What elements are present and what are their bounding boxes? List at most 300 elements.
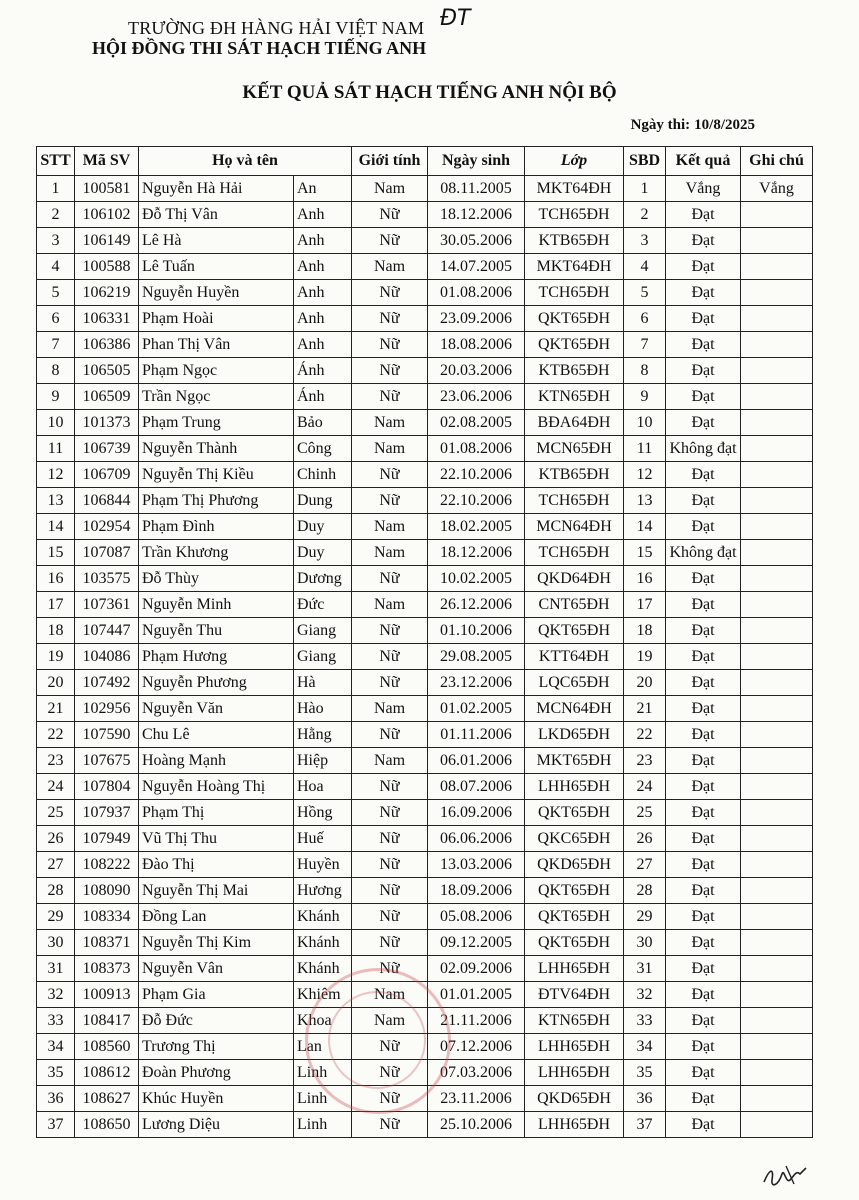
cell-gioi-tinh: Nam xyxy=(352,592,428,618)
cell-gioi-tinh: Nam xyxy=(352,1008,428,1034)
cell-ten: Anh xyxy=(294,202,352,228)
col-ho-ten: Họ và tên xyxy=(139,147,352,176)
school-name: TRƯỜNG ĐH HÀNG HẢI VIỆT NAM xyxy=(128,18,425,38)
cell-gioi-tinh: Nữ xyxy=(352,852,428,878)
cell-ma-sv: 102956 xyxy=(75,696,139,722)
cell-ket-qua: Đạt xyxy=(666,1112,741,1138)
cell-ngay-sinh: 01.08.2006 xyxy=(428,280,525,306)
cell-lop: QKT65ĐH xyxy=(525,878,624,904)
cell-ten: Ánh xyxy=(294,358,352,384)
cell-gioi-tinh: Nữ xyxy=(352,358,428,384)
cell-stt: 16 xyxy=(37,566,75,592)
cell-ngay-sinh: 23.12.2006 xyxy=(428,670,525,696)
cell-ho-dem: Phạm Đình xyxy=(139,514,294,540)
cell-ten: Hào xyxy=(294,696,352,722)
cell-stt: 15 xyxy=(37,540,75,566)
cell-ghi-chu xyxy=(741,826,813,852)
cell-ngay-sinh: 01.08.2006 xyxy=(428,436,525,462)
cell-ghi-chu xyxy=(741,644,813,670)
cell-lop: QKD65ĐH xyxy=(525,852,624,878)
col-ngay-sinh: Ngày sinh xyxy=(428,147,525,176)
col-gioi-tinh: Giới tính xyxy=(352,147,428,176)
cell-ten: Linh xyxy=(294,1112,352,1138)
cell-ten: Anh xyxy=(294,254,352,280)
cell-sbd: 35 xyxy=(624,1060,666,1086)
cell-ten: Linh xyxy=(294,1060,352,1086)
cell-ghi-chu xyxy=(741,488,813,514)
cell-ma-sv: 106219 xyxy=(75,280,139,306)
cell-gioi-tinh: Nữ xyxy=(352,1112,428,1138)
cell-sbd: 27 xyxy=(624,852,666,878)
cell-stt: 6 xyxy=(37,306,75,332)
cell-ma-sv: 106331 xyxy=(75,306,139,332)
table-row xyxy=(37,566,813,592)
cell-ngay-sinh: 23.06.2006 xyxy=(428,384,525,410)
cell-ket-qua: Đạt xyxy=(666,826,741,852)
col-lop: Lớp xyxy=(525,147,624,176)
cell-ghi-chu xyxy=(741,540,813,566)
cell-gioi-tinh: Nữ xyxy=(352,566,428,592)
cell-ma-sv: 107949 xyxy=(75,826,139,852)
cell-ket-qua: Đạt xyxy=(666,1008,741,1034)
cell-gioi-tinh: Nữ xyxy=(352,618,428,644)
cell-ten: Anh xyxy=(294,306,352,332)
cell-gioi-tinh: Nữ xyxy=(352,826,428,852)
cell-sbd: 24 xyxy=(624,774,666,800)
cell-ten: An xyxy=(294,176,352,202)
cell-ket-qua: Đạt xyxy=(666,384,741,410)
cell-lop: CNT65ĐH xyxy=(525,592,624,618)
cell-ngay-sinh: 26.12.2006 xyxy=(428,592,525,618)
cell-ghi-chu xyxy=(741,930,813,956)
cell-ten: Chinh xyxy=(294,462,352,488)
cell-ghi-chu xyxy=(741,670,813,696)
cell-ket-qua: Đạt xyxy=(666,332,741,358)
cell-ghi-chu xyxy=(741,410,813,436)
exam-date-value: 10/8/2025 xyxy=(694,117,755,133)
cell-stt: 26 xyxy=(37,826,75,852)
cell-stt: 35 xyxy=(37,1060,75,1086)
cell-sbd: 25 xyxy=(624,800,666,826)
cell-ho-dem: Đỗ Thùy xyxy=(139,566,294,592)
cell-ket-qua: Đạt xyxy=(666,592,741,618)
cell-ten: Anh xyxy=(294,228,352,254)
cell-ghi-chu xyxy=(741,514,813,540)
cell-ten: Khánh xyxy=(294,956,352,982)
col-ghi-chu: Ghi chú xyxy=(741,147,813,176)
cell-gioi-tinh: Nữ xyxy=(352,332,428,358)
table-row xyxy=(37,644,813,670)
cell-ma-sv: 106844 xyxy=(75,488,139,514)
table-row xyxy=(37,280,813,306)
cell-sbd: 28 xyxy=(624,878,666,904)
cell-ho-dem: Nguyễn Văn xyxy=(139,696,294,722)
cell-ho-dem: Khúc Huyền xyxy=(139,1086,294,1112)
table-row xyxy=(37,852,813,878)
cell-ma-sv: 106149 xyxy=(75,228,139,254)
cell-gioi-tinh: Nữ xyxy=(352,930,428,956)
cell-ho-dem: Nguyễn Thu xyxy=(139,618,294,644)
cell-lop: MKT65ĐH xyxy=(525,748,624,774)
cell-gioi-tinh: Nam xyxy=(352,410,428,436)
cell-ma-sv: 106505 xyxy=(75,358,139,384)
cell-gioi-tinh: Nữ xyxy=(352,384,428,410)
cell-ket-qua: Đạt xyxy=(666,358,741,384)
handwritten-mark: ĐT xyxy=(440,6,471,31)
cell-stt: 1 xyxy=(37,176,75,202)
cell-ten: Lan xyxy=(294,1034,352,1060)
cell-ma-sv: 107087 xyxy=(75,540,139,566)
cell-ho-dem: Nguyễn Phương xyxy=(139,670,294,696)
cell-ngay-sinh: 23.09.2006 xyxy=(428,306,525,332)
cell-ket-qua: Đạt xyxy=(666,852,741,878)
cell-ma-sv: 108627 xyxy=(75,1086,139,1112)
cell-stt: 28 xyxy=(37,878,75,904)
table-row xyxy=(37,228,813,254)
cell-ngay-sinh: 20.03.2006 xyxy=(428,358,525,384)
cell-ket-qua: Đạt xyxy=(666,514,741,540)
col-sbd: SBD xyxy=(624,147,666,176)
table-row xyxy=(37,930,813,956)
cell-ngay-sinh: 01.11.2006 xyxy=(428,722,525,748)
col-ma-sv: Mã SV xyxy=(75,147,139,176)
cell-ten: Khiêm xyxy=(294,982,352,1008)
cell-ho-dem: Nguyễn Thị Kim xyxy=(139,930,294,956)
cell-ghi-chu xyxy=(741,202,813,228)
cell-gioi-tinh: Nam xyxy=(352,514,428,540)
cell-sbd: 36 xyxy=(624,1086,666,1112)
cell-gioi-tinh: Nữ xyxy=(352,1034,428,1060)
cell-ngay-sinh: 18.02.2005 xyxy=(428,514,525,540)
cell-gioi-tinh: Nam xyxy=(352,254,428,280)
cell-ngay-sinh: 07.03.2006 xyxy=(428,1060,525,1086)
cell-ho-dem: Nguyễn Huyền xyxy=(139,280,294,306)
cell-ho-dem: Phạm Trung xyxy=(139,410,294,436)
cell-ma-sv: 106102 xyxy=(75,202,139,228)
cell-ma-sv: 103575 xyxy=(75,566,139,592)
cell-ten: Dương xyxy=(294,566,352,592)
cell-ket-qua: Đạt xyxy=(666,878,741,904)
cell-sbd: 2 xyxy=(624,202,666,228)
cell-ghi-chu xyxy=(741,1060,813,1086)
cell-gioi-tinh: Nữ xyxy=(352,644,428,670)
exam-date xyxy=(631,117,755,134)
cell-stt: 7 xyxy=(37,332,75,358)
cell-ket-qua: Đạt xyxy=(666,930,741,956)
cell-lop: LHH65ĐH xyxy=(525,1112,624,1138)
cell-ho-dem: Hoàng Mạnh xyxy=(139,748,294,774)
cell-stt: 10 xyxy=(37,410,75,436)
col-stt: STT xyxy=(37,147,75,176)
cell-ho-dem: Nguyễn Thị Kiều xyxy=(139,462,294,488)
cell-ma-sv: 107447 xyxy=(75,618,139,644)
cell-sbd: 29 xyxy=(624,904,666,930)
cell-stt: 30 xyxy=(37,930,75,956)
cell-ho-dem: Phan Thị Vân xyxy=(139,332,294,358)
handwritten-signature xyxy=(760,1160,810,1192)
cell-ma-sv: 107492 xyxy=(75,670,139,696)
cell-lop: ĐTV64ĐH xyxy=(525,982,624,1008)
cell-gioi-tinh: Nữ xyxy=(352,774,428,800)
cell-ho-dem: Vũ Thị Thu xyxy=(139,826,294,852)
cell-ten: Giang xyxy=(294,644,352,670)
cell-stt: 27 xyxy=(37,852,75,878)
cell-ma-sv: 107675 xyxy=(75,748,139,774)
cell-lop: MKT64ĐH xyxy=(525,254,624,280)
cell-ten: Công xyxy=(294,436,352,462)
cell-lop: KTB65ĐH xyxy=(525,462,624,488)
cell-gioi-tinh: Nữ xyxy=(352,306,428,332)
cell-ho-dem: Nguyễn Vân xyxy=(139,956,294,982)
cell-ngay-sinh: 23.11.2006 xyxy=(428,1086,525,1112)
cell-sbd: 17 xyxy=(624,592,666,618)
cell-ket-qua: Đạt xyxy=(666,774,741,800)
cell-ghi-chu xyxy=(741,904,813,930)
table-row xyxy=(37,696,813,722)
cell-ngay-sinh: 21.11.2006 xyxy=(428,1008,525,1034)
cell-lop: QKT65ĐH xyxy=(525,306,624,332)
cell-gioi-tinh: Nam xyxy=(352,436,428,462)
cell-ten: Huyền xyxy=(294,852,352,878)
cell-ngay-sinh: 01.10.2006 xyxy=(428,618,525,644)
cell-lop: MKT64ĐH xyxy=(525,176,624,202)
cell-gioi-tinh: Nữ xyxy=(352,956,428,982)
cell-ten: Giang xyxy=(294,618,352,644)
cell-ghi-chu xyxy=(741,1008,813,1034)
table-row xyxy=(37,358,813,384)
cell-ket-qua: Không đạt xyxy=(666,436,741,462)
cell-sbd: 14 xyxy=(624,514,666,540)
cell-ket-qua: Đạt xyxy=(666,254,741,280)
cell-gioi-tinh: Nữ xyxy=(352,462,428,488)
cell-stt: 23 xyxy=(37,748,75,774)
cell-ket-qua: Vắng xyxy=(666,176,741,202)
cell-ten: Khánh xyxy=(294,930,352,956)
cell-ket-qua: Đạt xyxy=(666,800,741,826)
cell-ho-dem: Trương Thị xyxy=(139,1034,294,1060)
cell-gioi-tinh: Nữ xyxy=(352,670,428,696)
cell-ngay-sinh: 29.08.2005 xyxy=(428,644,525,670)
cell-ten: Dung xyxy=(294,488,352,514)
cell-sbd: 23 xyxy=(624,748,666,774)
table-row xyxy=(37,618,813,644)
cell-ngay-sinh: 18.09.2006 xyxy=(428,878,525,904)
table-row xyxy=(37,878,813,904)
cell-ghi-chu xyxy=(741,748,813,774)
cell-stt: 24 xyxy=(37,774,75,800)
cell-ket-qua: Đạt xyxy=(666,410,741,436)
cell-lop: QKT65ĐH xyxy=(525,618,624,644)
cell-ngay-sinh: 25.10.2006 xyxy=(428,1112,525,1138)
cell-lop: TCH65ĐH xyxy=(525,202,624,228)
cell-gioi-tinh: Nam xyxy=(352,176,428,202)
table-row xyxy=(37,514,813,540)
cell-ma-sv: 108650 xyxy=(75,1112,139,1138)
cell-sbd: 9 xyxy=(624,384,666,410)
cell-sbd: 15 xyxy=(624,540,666,566)
cell-ghi-chu xyxy=(741,696,813,722)
cell-ho-dem: Lê Tuấn xyxy=(139,254,294,280)
cell-ghi-chu xyxy=(741,384,813,410)
cell-lop: LHH65ĐH xyxy=(525,1034,624,1060)
cell-ma-sv: 101373 xyxy=(75,410,139,436)
table-row xyxy=(37,722,813,748)
header-row xyxy=(37,147,813,176)
cell-ten: Ánh xyxy=(294,384,352,410)
table-row xyxy=(37,254,813,280)
table-row xyxy=(37,410,813,436)
cell-lop: KTT64ĐH xyxy=(525,644,624,670)
cell-ten: Hà xyxy=(294,670,352,696)
cell-ngay-sinh: 10.02.2005 xyxy=(428,566,525,592)
cell-sbd: 20 xyxy=(624,670,666,696)
table-row xyxy=(37,462,813,488)
cell-sbd: 34 xyxy=(624,1034,666,1060)
cell-gioi-tinh: Nam xyxy=(352,748,428,774)
cell-gioi-tinh: Nữ xyxy=(352,1060,428,1086)
cell-sbd: 8 xyxy=(624,358,666,384)
cell-sbd: 21 xyxy=(624,696,666,722)
cell-ten: Khoa xyxy=(294,1008,352,1034)
cell-stt: 9 xyxy=(37,384,75,410)
cell-lop: TCH65ĐH xyxy=(525,280,624,306)
cell-sbd: 11 xyxy=(624,436,666,462)
cell-ghi-chu xyxy=(741,228,813,254)
cell-ghi-chu xyxy=(741,852,813,878)
cell-stt: 22 xyxy=(37,722,75,748)
cell-stt: 2 xyxy=(37,202,75,228)
cell-ho-dem: Trần Ngọc xyxy=(139,384,294,410)
cell-ngay-sinh: 08.07.2006 xyxy=(428,774,525,800)
cell-gioi-tinh: Nam xyxy=(352,696,428,722)
cell-stt: 21 xyxy=(37,696,75,722)
cell-ghi-chu xyxy=(741,280,813,306)
cell-stt: 3 xyxy=(37,228,75,254)
cell-sbd: 31 xyxy=(624,956,666,982)
cell-lop: QKT65ĐH xyxy=(525,930,624,956)
table-row xyxy=(37,1112,813,1138)
cell-ghi-chu xyxy=(741,774,813,800)
cell-ket-qua: Đạt xyxy=(666,618,741,644)
table-row xyxy=(37,748,813,774)
cell-ghi-chu xyxy=(741,878,813,904)
cell-ghi-chu xyxy=(741,306,813,332)
cell-ngay-sinh: 02.09.2006 xyxy=(428,956,525,982)
cell-ho-dem: Phạm Thị Phương xyxy=(139,488,294,514)
cell-ten: Hằng xyxy=(294,722,352,748)
cell-ten: Bảo xyxy=(294,410,352,436)
cell-ngay-sinh: 06.01.2006 xyxy=(428,748,525,774)
cell-ngay-sinh: 22.10.2006 xyxy=(428,488,525,514)
cell-ten: Linh xyxy=(294,1086,352,1112)
cell-lop: LKD65ĐH xyxy=(525,722,624,748)
cell-ket-qua: Đạt xyxy=(666,904,741,930)
cell-ho-dem: Phạm Hoài xyxy=(139,306,294,332)
cell-lop: KTN65ĐH xyxy=(525,384,624,410)
cell-sbd: 3 xyxy=(624,228,666,254)
cell-ket-qua: Đạt xyxy=(666,462,741,488)
cell-ma-sv: 108222 xyxy=(75,852,139,878)
cell-sbd: 33 xyxy=(624,1008,666,1034)
cell-ma-sv: 108373 xyxy=(75,956,139,982)
cell-ket-qua: Đạt xyxy=(666,228,741,254)
cell-ghi-chu xyxy=(741,436,813,462)
cell-ho-dem: Nguyễn Thành xyxy=(139,436,294,462)
cell-stt: 25 xyxy=(37,800,75,826)
table-row xyxy=(37,384,813,410)
exam-date-label: Ngày thi: xyxy=(630,117,691,133)
cell-ho-dem: Nguyễn Thị Mai xyxy=(139,878,294,904)
cell-ket-qua: Không đạt xyxy=(666,540,741,566)
cell-ten: Khánh xyxy=(294,904,352,930)
official-stamp xyxy=(305,968,451,1114)
cell-ghi-chu xyxy=(741,800,813,826)
cell-gioi-tinh: Nữ xyxy=(352,878,428,904)
cell-ma-sv: 106709 xyxy=(75,462,139,488)
cell-ghi-chu xyxy=(741,358,813,384)
table-row xyxy=(37,540,813,566)
cell-ma-sv: 100913 xyxy=(75,982,139,1008)
cell-stt: 18 xyxy=(37,618,75,644)
cell-ma-sv: 106739 xyxy=(75,436,139,462)
cell-ghi-chu xyxy=(741,1086,813,1112)
cell-ma-sv: 107361 xyxy=(75,592,139,618)
cell-ma-sv: 106386 xyxy=(75,332,139,358)
cell-lop: LQC65ĐH xyxy=(525,670,624,696)
cell-ngay-sinh: 05.08.2006 xyxy=(428,904,525,930)
table-row xyxy=(37,826,813,852)
cell-sbd: 19 xyxy=(624,644,666,670)
table-row xyxy=(37,306,813,332)
cell-ket-qua: Đạt xyxy=(666,670,741,696)
cell-ho-dem: Đào Thị xyxy=(139,852,294,878)
cell-ten: Anh xyxy=(294,332,352,358)
cell-ma-sv: 108612 xyxy=(75,1060,139,1086)
cell-gioi-tinh: Nam xyxy=(352,982,428,1008)
cell-stt: 4 xyxy=(37,254,75,280)
cell-lop: QKC65ĐH xyxy=(525,826,624,852)
council-name: HỘI ĐỒNG THI SÁT HẠCH TIẾNG ANH xyxy=(92,38,427,58)
cell-ma-sv: 107590 xyxy=(75,722,139,748)
cell-lop: LHH65ĐH xyxy=(525,1060,624,1086)
cell-ma-sv: 108560 xyxy=(75,1034,139,1060)
table-row xyxy=(37,904,813,930)
cell-ho-dem: Phạm Ngọc xyxy=(139,358,294,384)
table-row xyxy=(37,202,813,228)
cell-ma-sv: 100581 xyxy=(75,176,139,202)
cell-ten: Duy xyxy=(294,540,352,566)
cell-gioi-tinh: Nữ xyxy=(352,228,428,254)
cell-sbd: 4 xyxy=(624,254,666,280)
cell-gioi-tinh: Nữ xyxy=(352,800,428,826)
cell-gioi-tinh: Nam xyxy=(352,540,428,566)
cell-ket-qua: Đạt xyxy=(666,1060,741,1086)
cell-ghi-chu xyxy=(741,982,813,1008)
cell-stt: 20 xyxy=(37,670,75,696)
cell-gioi-tinh: Nữ xyxy=(352,202,428,228)
cell-ngay-sinh: 18.08.2006 xyxy=(428,332,525,358)
cell-lop: QKD65ĐH xyxy=(525,1086,624,1112)
cell-ket-qua: Đạt xyxy=(666,982,741,1008)
cell-stt: 14 xyxy=(37,514,75,540)
cell-ho-dem: Phạm Thị xyxy=(139,800,294,826)
cell-stt: 37 xyxy=(37,1112,75,1138)
cell-sbd: 22 xyxy=(624,722,666,748)
cell-stt: 17 xyxy=(37,592,75,618)
cell-ten: Hương xyxy=(294,878,352,904)
cell-stt: 32 xyxy=(37,982,75,1008)
cell-gioi-tinh: Nữ xyxy=(352,1086,428,1112)
